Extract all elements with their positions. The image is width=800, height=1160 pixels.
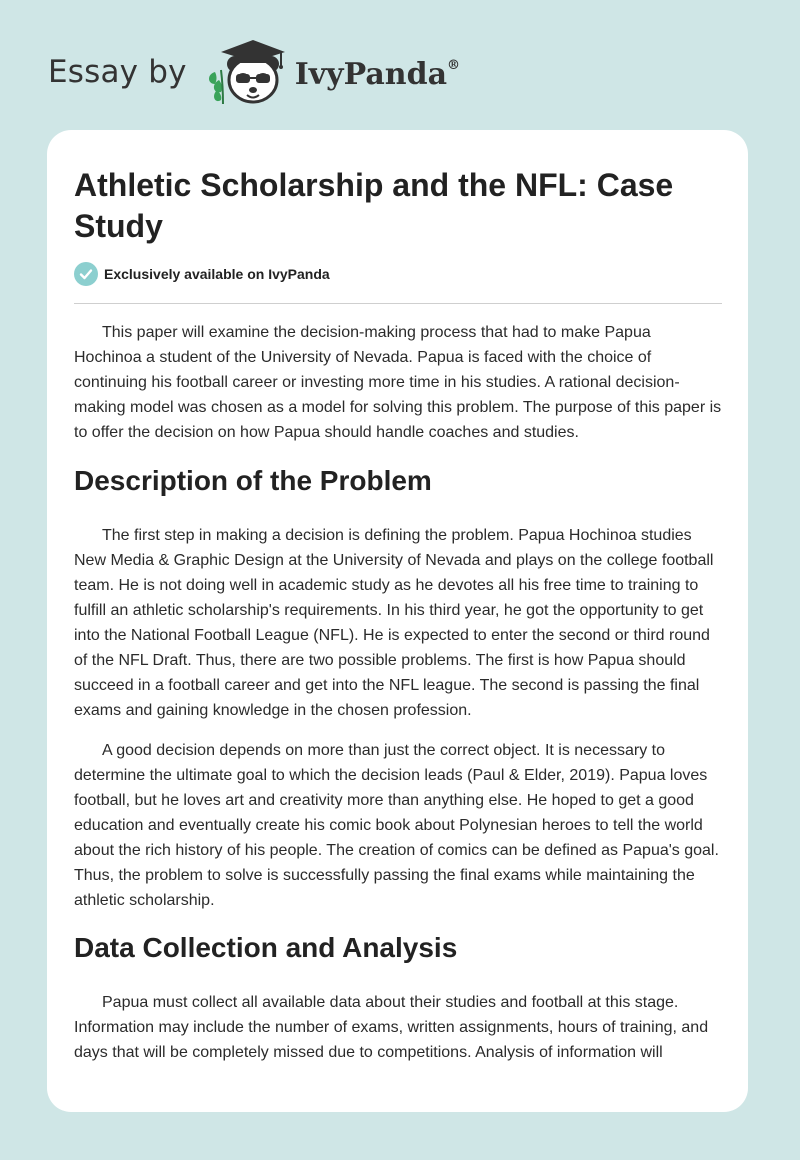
essay-by-label: Essay by (48, 54, 187, 90)
problem-paragraph-2: A good decision depends on more than just the correct object. It is necessary to determine the ultimate goal to which the decision leads (Paul & Elder, 2019). Papua loves football, but he loves art and creativity more than anything else. He hoped to get a good education and eventually create his comic book about Polynesian heroes to tell the world about the rich history of his people. The creation of comics can be defined as Papua's goal. Thus, the problem to solve is successfully passing the final exams while maintaining the athletic scholarship. (74, 742, 719, 909)
problem-paragraph-1: The first step in making a decision is defining the problem. Papua Hochinoa studies New Media & Graphic Design at the University of Nevada and plays on the college football team. He is not doing well in academic study as he devotes all his free time to training to fulfill an athletic scholarship's requirements. In his third year, he got the opportunity to get into the National Football League (NFL). He is expected to enter the second or third round of the NFL Draft. Thus, there are two possible problems. The first is how Papua should succeed in a football career and get into the NFL league. The second is passing the final exams and gaining knowledge in the chosen profession. (74, 527, 714, 719)
check-icon (74, 262, 98, 286)
panda-logo-icon[interactable] (201, 34, 293, 110)
exclusive-badge-label: Exclusively available on IvyPanda (104, 266, 330, 282)
data-paragraph-1: Papua must collect all available data about their studies and football at this stage. Information may include the number of exams, written assignments, hours of training, and days that will be completely missed due to competitions. Analysis of information will (74, 994, 709, 1061)
exclusive-badge (74, 262, 330, 286)
intro-paragraph: This paper will examine the decision-making process that had to make Papua Hochinoa a student of the University of Nevada. Papua is faced with the choice of continuing his football career or investing more time in his studies. A rational decision-making model was chosen as a model for solving this problem. The purpose of this paper is to offer the decision on how Papua should handle coaches and studies. (74, 324, 722, 441)
site-header (48, 34, 460, 110)
section-heading-problem: Description of the Problem (74, 465, 432, 496)
brand-name[interactable]: IvyPanda® (294, 56, 461, 92)
section-heading-data: Data Collection and Analysis (74, 932, 458, 963)
divider (74, 303, 722, 304)
page-title: Athletic Scholarship and the NFL: Case Study (74, 167, 674, 244)
essay-card (47, 130, 748, 1112)
